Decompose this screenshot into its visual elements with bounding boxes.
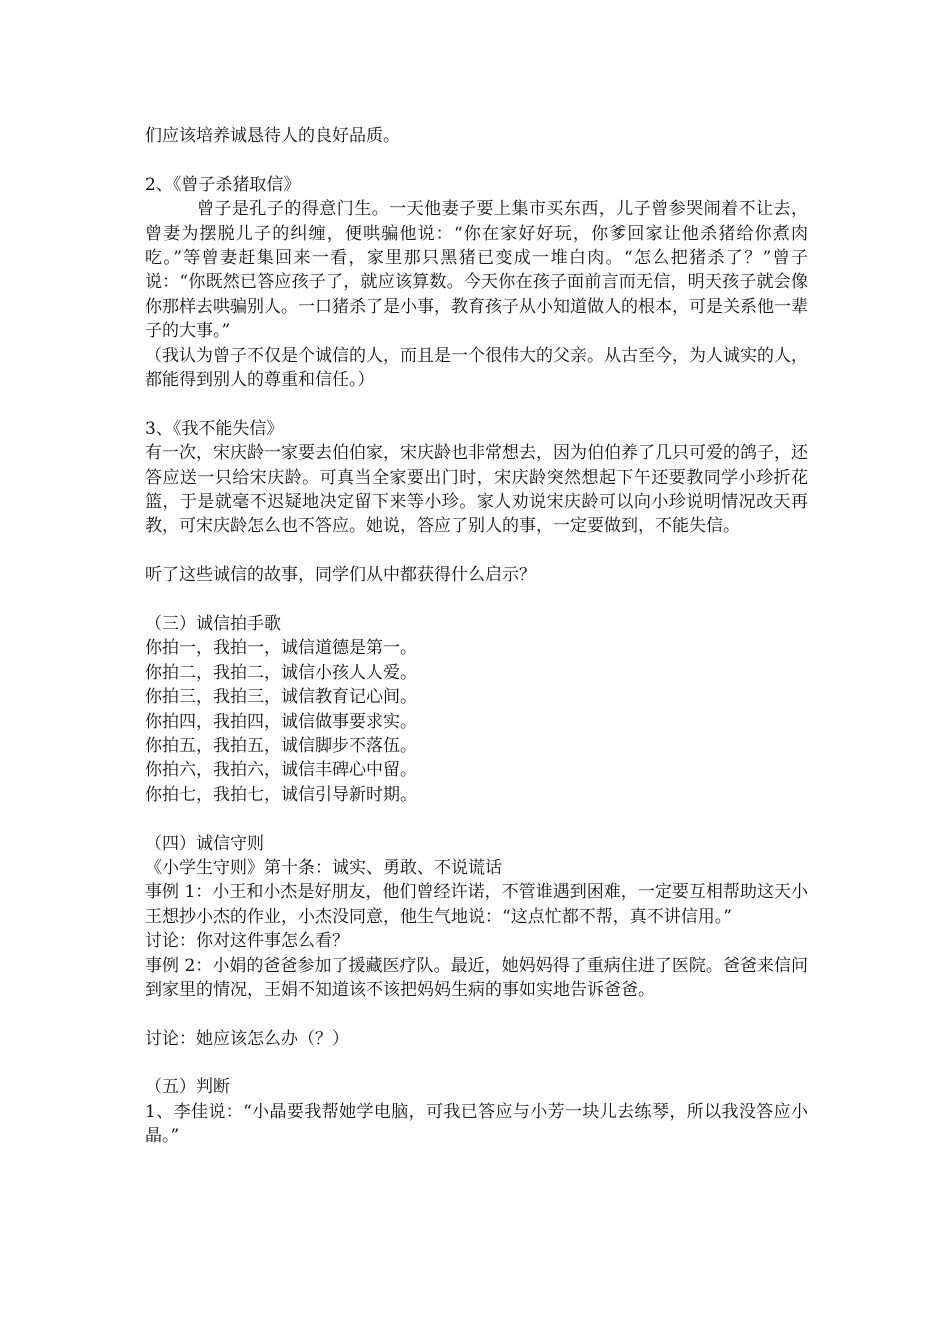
spacer — [145, 539, 808, 563]
spacer — [145, 1002, 808, 1026]
discussion-2: 讨论：她应该怎么办（？） — [145, 1028, 349, 1049]
story2-body: 曾子是孔子的得意门生。一天他妻子要上集市买东西，儿子曾参哭闹着不让去，曾妻为摆脱儿子的纠缠，便哄骗他说：“你在家好好玩，你爹回家让他杀猪给你煮肉吃。”等曾妻赶集回来一看，家里那只黑猪已变成一堆白肉。“怎么把猪杀了？”曾子说：“你既然已答应孩子了，就应该算数。今天你在孩子面前言而无信，明天孩子就会像你那样去哄骗别人。一口猪杀了是小事，教育孩子从小知道做人的根本，可是关系他一辈子的大事。” — [145, 199, 808, 342]
discussion-1: 讨论：你对这件事怎么看？ — [145, 931, 349, 952]
clap-song-line: 你拍四，我拍四，诚信做事要求实。 — [145, 711, 417, 732]
reflection-question: 听了这些诚信的故事，同学们从中都获得什么启示？ — [145, 565, 536, 586]
spacer — [145, 1051, 808, 1075]
clap-song-line: 你拍五，我拍五，诚信脚步不落伍。 — [145, 735, 417, 756]
story3-title: 3、《我不能失信》 — [145, 418, 284, 439]
judgement-item-1: 1、李佳说：“小晶要我帮她学电脑，可我已答应与小芳一块儿去练琴，所以我没答应小晶。” — [145, 1101, 808, 1147]
intro-line: 们应该培养诚恳待人的良好品质。 — [145, 126, 400, 146]
story3-body: 有一次，宋庆龄一家要去伯伯家，宋庆龄也非常想去，因为伯伯养了几只可爱的鸽子，还答应送一只给宋庆龄。可真当全家要出门时，宋庆龄突然想起下午还要教同学小珍折花篮，于是就毫不迟疑地决定留下来等小珍。家人劝说宋庆龄可以向小珍说明情况改天再教，可宋庆龄怎么也不答应。她说，答应了别人的事，一定要做到，不能失信。 — [145, 443, 808, 537]
story2-title: 2、《曾子杀猪取信》 — [145, 174, 301, 195]
document-body — [145, 124, 808, 1149]
spacer — [145, 588, 808, 612]
story2-comment: （我认为曾子不仅是个诚信的人，而且是一个很伟大的父亲。从古至今，为人诚实的人，都能得到别人的尊重和信任。） — [145, 345, 808, 391]
clap-song-line: 你拍二，我拍二，诚信小孩人人爱。 — [145, 662, 417, 683]
spacer — [145, 392, 808, 416]
student-rule: 《小学生守则》第十条：诚实、勇敢、不说谎话 — [145, 857, 502, 878]
clap-song-line: 你拍七，我拍七，诚信引导新时期。 — [145, 784, 417, 805]
clap-song-line: 你拍六，我拍六，诚信丰碑心中留。 — [145, 760, 417, 781]
section4-heading: （四）诚信守则 — [145, 833, 264, 854]
spacer — [145, 807, 808, 831]
case-2: 事例 2：小娟的爸爸参加了援藏医疗队。最近，她妈妈得了重病住进了医院。爸爸来信问到家里的情况，王娟不知道该不该把妈妈生病的事如实地告诉爸爸。 — [145, 955, 808, 1000]
section3-heading: （三）诚信拍手歌 — [145, 614, 281, 634]
clap-song-line: 你拍一，我拍一，诚信道德是第一。 — [145, 638, 417, 659]
clap-song-line: 你拍三，我拍三，诚信教育记心间。 — [145, 687, 417, 708]
case-1: 事例 1：小王和小杰是好朋友，他们曾经许诺，不管谁遇到困难，一定要互相帮助这天小王想抄小杰的作业，小杰没同意，他生气地说：“这点忙都不帮，真不讲信用。” — [145, 882, 808, 927]
spacer — [145, 148, 808, 172]
section5-heading: （五）判断 — [145, 1077, 230, 1098]
